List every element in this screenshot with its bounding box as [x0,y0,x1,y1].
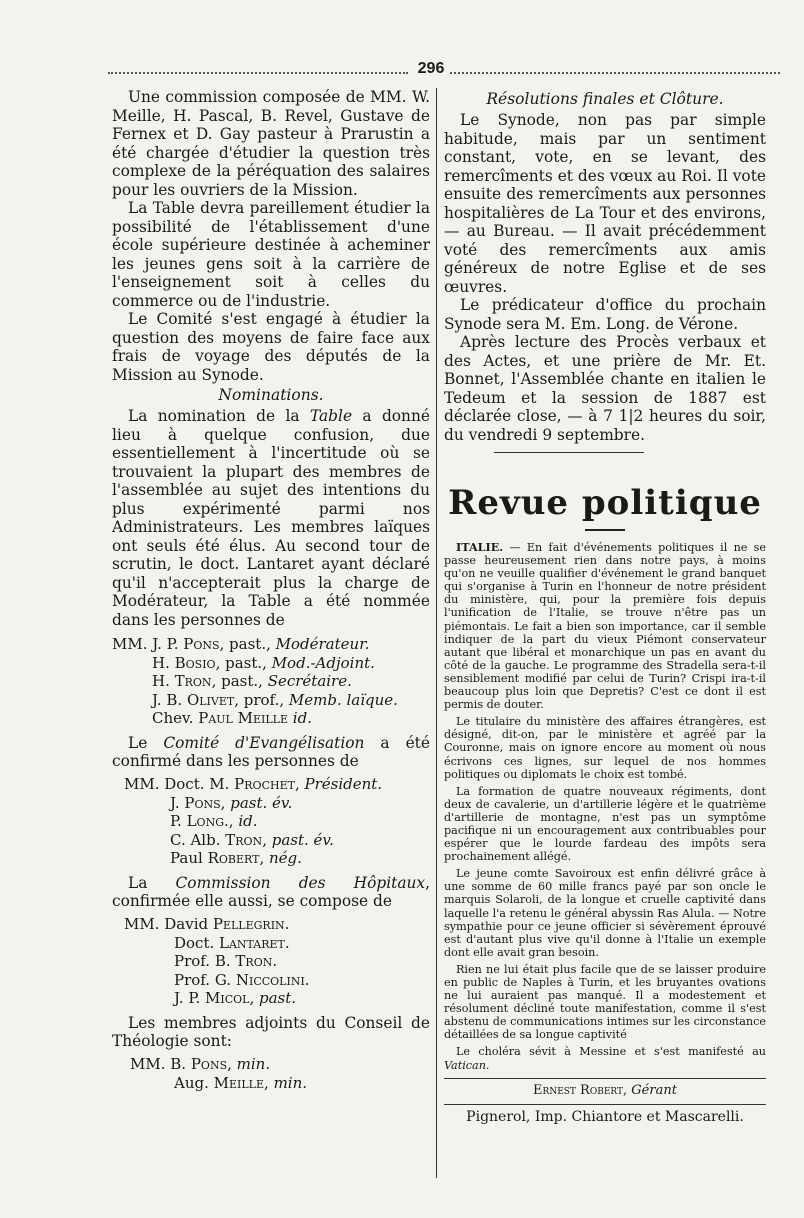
paragraph-predicateur: Le prédicateur d'office du prochain Synode sera M. Em. Long. de Vérone. [444,296,766,333]
gerant-line: Ernest Robert, Gérant [533,1082,677,1098]
paragraph-commission: Une commission composée de MM. W. Meille, H. Pascal, B. Revel, Gustave de Fernex et D. Gay pasteur à Prarustin a été chargée d'étudier la question très complexe de la péréquation des salaires pour les ouvriers de la Mission. [112,88,430,199]
news-ministere: Le titulaire du ministère des affaires étrangères, est désigné, dit-on, par le ministère et agréé par la Couronne, mais on ignore encore au moment où nous écrivons ces lignes, sur lequel de nos hommes politiques ou diplomats le choix est tombé. [444,715,766,781]
table-member: Chev. Paul Meille id. [152,709,312,728]
theologie-member: Aug. Meille, min. [174,1073,308,1092]
footer-rule-bottom [444,1104,766,1105]
footer-rule-top [444,1078,766,1079]
comite-member: P. Long., id. [170,812,258,831]
news-regiments: La formation de quatre nouveaux régiments, dont deux de cavalerie, un d'artillerie légère et le quatrième d'artillerie de montagne, n'est pas un symptôme pacifique ni un encouragement aux contribuables pour espérer que le lourde fardeau des impôts sera prochainement allégé. [444,784,766,864]
paragraph-synode-vote: Le Synode, non pas par simple habitude, mais par un sentiment constant, vote, en se levant, des remercîments et des vœux au Roi. Il vote ensuite des remercîments aux personnes hospitalières de La Tour et des environs, — au Bureau. — Il avait précédemment voté des remercîments aux amis généreux de notre Eglise et de ses œuvres. [444,111,766,296]
paragraph-table-ecole: La Table devra pareillement étudier la possibilité de l'établissement d'une école supérieure destinée à acheminer les jeunes gens soit à la carrière de l'enseignement soit à celles du commerce ou de l'industrie. [112,199,430,310]
paragraph-nomination-table: La nomination de la Table a donné lieu à quelque confusion, due essentiellement à l'incertitude où se trouvaient la plupart des membres de l'assemblée au sujet des intentions du plus expérimenté parmi nos Administrateurs. Les membres laïques ont seuls été élus. Au second tour de scrutin, le doct. Lantaret ayant déclaré qu'il n'accepterait plus la charge de Modérateur, la Table a été nommée dans les personnes de [112,407,430,629]
table-members-list [112,635,430,728]
hopitaux-member: Prof. B. Tron. [174,952,278,971]
nominations-heading: Nominations. [218,386,324,404]
table-member: H. Tron, past., Secrétaire. [152,672,352,691]
hopitaux-member: Prof. G. Niccolini. [174,970,310,989]
left-column [112,88,430,1092]
news-cholera: Le choléra sévit à Messine et s'est manifesté au Vatican. [444,1045,766,1072]
comite-members-list [124,775,430,868]
title-underline [585,529,625,531]
printer-line: Pignerol, Imp. Chiantore et Mascarelli. [466,1108,744,1125]
hopitaux-member: MM. David Pellegrin. [124,914,290,933]
table-member: J. B. Olivet, prof., Memb. laïque. [152,690,398,709]
news-savoiroux: Le jeune comte Savoiroux est enfin délivré grâce à une somme de 60 mille francs payé par son oncle le marquis Solaroli, de la longue et cruelle captivité dans laquelle l'a retenu le général abyssin Ras Alula. — Notre sympathie pour ce jeune officier si sévèrement éprouvé est d'autant plus vive qu'il donne à l'Italie un exemple dont elle avait gran besoin. [444,867,766,959]
paragraph-theologie: Les membres adjoints du Conseil de Théologie sont: [112,1013,430,1051]
page-number: 296 [417,60,445,77]
table-member: MM. J. P. Pons, past., Modérateur. [112,635,370,653]
comite-member: Paul Robert, nég. [170,849,302,868]
header-rule-left [108,72,408,74]
section-end-rule [494,452,644,453]
paragraph-comite-evangelisation: Le Comité d'Evangélisation a été confirmé dans les personnes de [112,733,430,771]
theologie-members-list [130,1055,430,1092]
paragraph-commission-hopitaux: La Commission des Hôpitaux, confirmée elle aussi, se compose de [112,873,430,911]
revue-politique-title: Revue politique [448,483,762,523]
hopitaux-member: J. P. Micol, past. [174,989,297,1008]
hopitaux-member: Doct. Lantaret. [174,933,290,952]
news-italie: ITALIE. — En fait d'événements politiques il ne se passe heureusement rien dans notre pays, à moins qu'on ne veuille qualifier d'événement le grand banquet qui s'organise à Turin en l'honneur de notre président du ministère, qui, pour la première fois depuis l'unification de l'Italie, se trouve n'être pas un piémontais. Le fait a bien son importance, car il semble indiquer de la part du vieux Piémont conservateur autant que libéral et monarchique un pas en avant du côté de la gauche. Le programme des Stradella sera-t-il sensiblement modifié par celui de Turin? Crispi ira-t-il beaucoup plus loin que Depretis? C'est ce dont il est permis de douter. [444,540,766,712]
table-member: H. Bosio, past., Mod.-Adjoint. [152,653,375,672]
comite-member: MM. Doct. M. Prochet, Président. [124,774,383,793]
column-divider [436,88,437,1178]
comite-member: J. Pons, past. év. [170,793,293,812]
hopitaux-members-list [124,915,430,1008]
paragraph-cloture: Après lecture des Procès verbaux et des Actes, et une prière de Mr. Et. Bonnet, l'Assemblée chante en italien le Tedeum et la session de 1887 est déclarée close, — à 7 1|2 heures du soir, du vendredi 9 septembre. [444,333,766,444]
resolutions-heading: Résolutions finales et Clôture. [486,90,724,108]
news-ovations: Rien ne lui était plus facile que de se laisser produire en public de Naples à Turin, et les bruyantes ovations ne lui auraient pas manqué. Il a modestement et résolument décliné toute manifestation, comme il s'est abstenu de communications intimes sur les circonstance détaillées de sa longue captivité [444,962,766,1042]
theologie-member: MM. B. Pons, min. [130,1054,271,1073]
right-column [444,88,766,1125]
header-rule-right [450,72,780,74]
paragraph-comite-voyage: Le Comité s'est engagé à étudier la question des moyens de faire face aux frais de voyage des députés de la Mission au Synode. [112,310,430,384]
comite-member: C. Alb. Tron, past. év. [170,830,334,849]
